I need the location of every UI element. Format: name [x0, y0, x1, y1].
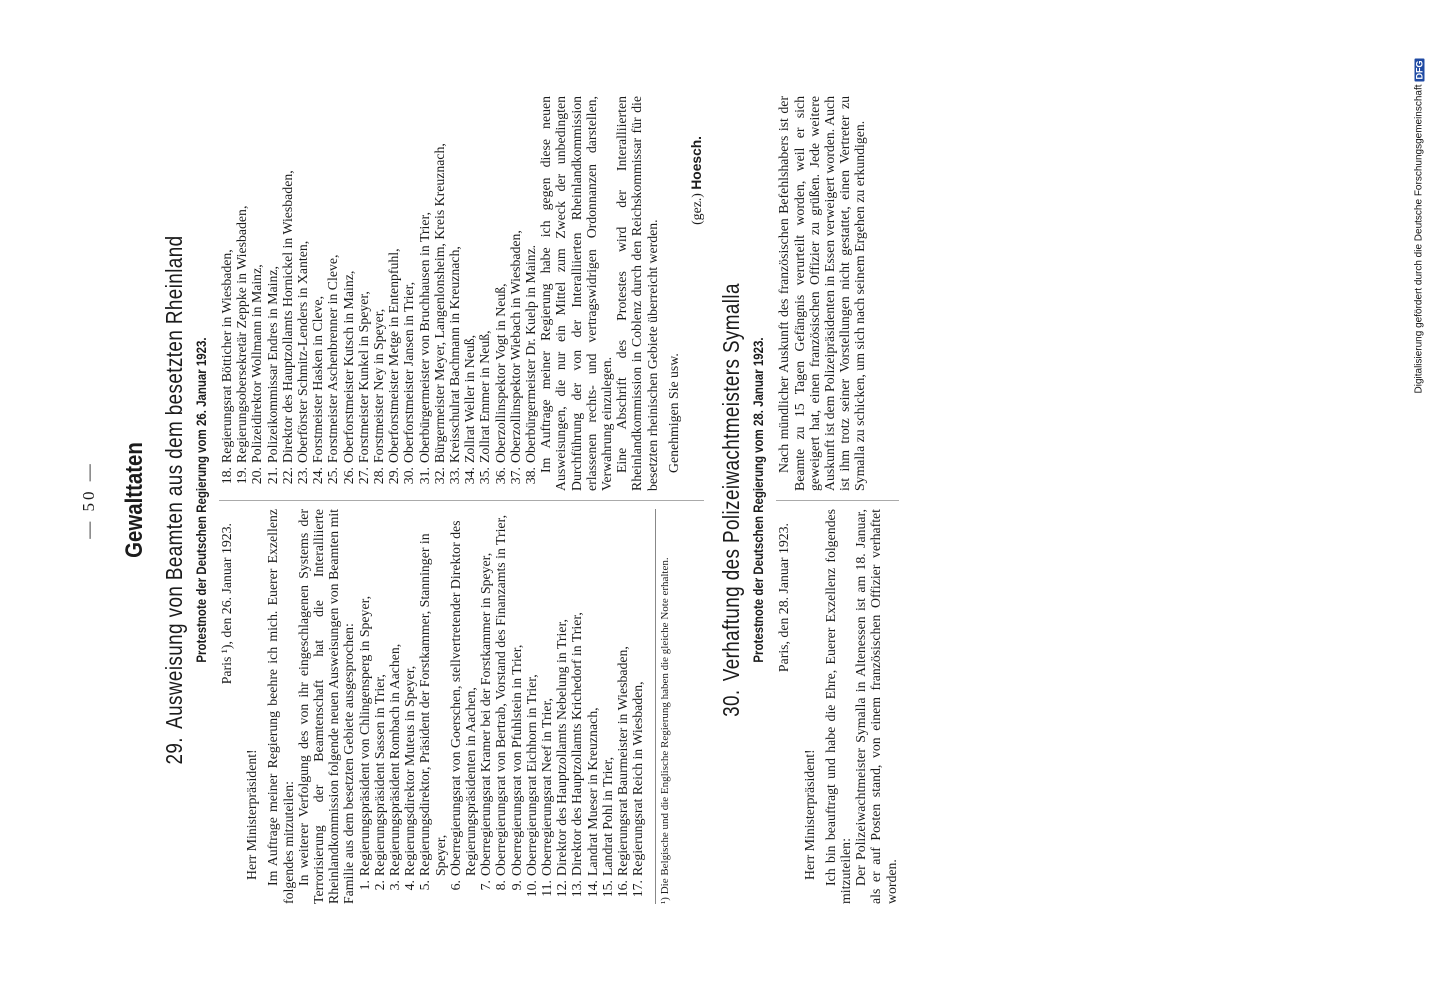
doc30-heading [718, 169, 745, 832]
doc30-section [718, 96, 898, 904]
doc30-columns [776, 96, 898, 904]
list-item: 16. Regierungsrat Baurmeister in Wiesbaden, [615, 646, 631, 898]
list-item: 17. Regierungsrat Reich in Wiesbaden, [630, 681, 646, 898]
list-item: 13. Direktor des Hauptzollamts Krichedorf in Trier, [569, 612, 585, 898]
digitization-text: Digitalisierung gefördert durch die Deutsche Forschungsgemeinschaft [1413, 84, 1425, 394]
list-item: 8. Oberregierungsrat von Bertrab, Vorstand des Finanzamts in Trier, [493, 514, 509, 891]
list-item: 3. Regierungspräsident Rombach in Aachen, [387, 643, 403, 891]
signature-name: Hoesch. [689, 136, 705, 190]
scanned-page [57, 70, 1327, 930]
list-item: 14. Landrat Mueser in Kreuznach, [584, 707, 600, 898]
doc29-paragraph-3: Im Auftrage meiner Regierung habe ich gegen diese neuen Ausweisungen, die nur ein Mittel zum Zweck der unbedingten Durchführung der von der Interalliierten Rheinlandkommission erlassenen rechts- und vertragswidrigen Ordonnanzen darstellen, Verwahrung einzulegen. [538, 96, 615, 491]
list-item: 37. Oberzollinspektor Wiebach in Wiesbaden, [507, 230, 523, 485]
doc29-number: 29. [161, 737, 187, 765]
list-item: 26. Oberforstmeister Kutsch in Mainz, [340, 270, 356, 485]
doc30-title: Verhaftung des Polizeiwachtmeisters Symalla [718, 283, 745, 682]
list-item: 7. Oberregierungsrat Kramer bei der Forstkammer in Speyer, [478, 552, 494, 891]
doc30-paragraph-1: Ich bin beauftragt und habe die Ehre, Euerer Exzellenz folgendes mitzuteilen: [822, 509, 853, 904]
doc30-number: 30. [718, 689, 745, 717]
doc30-right-column [776, 96, 898, 491]
doc30-salutation: Herr Ministerpräsident! [801, 749, 817, 880]
list-item: 34. Zollrat Weller in Neuß, [462, 334, 478, 485]
doc29-salutation: Herr Ministerpräsident! [244, 749, 260, 880]
doc30-paragraph-3: Nach mündlicher Auskunft des französischen Befehlshabers ist der Beamte zu 15 Tagen Gefängnis verurteilt worden, weil er sich geweigert hat, einen französischen Offizier zu grüßen. Jede weitere Auskunft ist dem Polizeipräsidenten in Essen verweigert worden. Auch ist ihm trotz seiner Vorstellungen nicht gestattet, einen Vertreter zu Symalla zu schicken, um sich nach seinem Ergehen zu erkundigen. [776, 96, 868, 491]
section-title: Gewalttaten [121, 442, 148, 558]
list-item: 18. Regierungsrat Bötticher in Wiesbaden, [219, 249, 234, 485]
doc29-footnote: ¹) Die Belgische und die Englische Regierung haben die gleiche Note erhalten. [655, 509, 671, 904]
list-item: 6. Oberregierungsrat von Goerschen, stellvertretender Direktor des Regierungspräsidenten in Aachen, [447, 520, 479, 891]
list-item: 33. Kreisschulrat Bachmann in Kreuznach, [447, 246, 463, 485]
list-item: 2. Regierungspräsident Sassen in Trier, [371, 674, 387, 891]
list-item: 20. Polizeidirektor Wollmann in Mainz, [249, 264, 265, 485]
signature-prefix: (gez.) [689, 193, 705, 225]
list-item: 21. Polizeikommissar Endres in Mainz, [264, 266, 280, 485]
doc29-right-column [219, 96, 704, 491]
doc29-list-right [219, 96, 538, 491]
doc29-left-column [219, 509, 704, 904]
list-item: 22. Direktor des Hauptzollamts Hornickel in Wiesbaden, [279, 170, 295, 485]
doc30-paragraph-2: Der Polizeiwachtmeister Symalla in Altenessen ist am 18. Januar, als er auf Posten stand, von einem französischen Offizier verhaftet worden. [853, 509, 899, 904]
doc29-date: Paris ¹), den 26. Januar 1923. [219, 523, 234, 685]
list-item: 35. Zollrat Emmer in Neuß, [477, 330, 493, 485]
list-item: 38. Oberbürgermeister Dr. Kuelp in Mainz. [523, 244, 539, 485]
list-item: 28. Forstmeister Ney in Speyer, [371, 308, 387, 485]
doc30-date: Paris, den 28. Januar 1923. [776, 523, 792, 673]
doc29-heading [161, 169, 188, 832]
list-item: 5. Regierungsdirektor, Präsident der Forstkammer, Stanninger in Speyer, [417, 533, 448, 891]
list-item: 11. Oberregierungsrat Neef in Trier, [539, 698, 555, 897]
list-item: 27. Forstmeister Kunkel in Speyer, [355, 291, 371, 485]
list-item: 9. Oberregierungsrat von Pfuhlstein in Trier, [508, 644, 524, 891]
dfg-logo: DFG [1414, 60, 1424, 80]
list-item: 1. Regierungspräsident von Chlingensperg in Speyer, [356, 595, 372, 891]
doc29-columns [219, 96, 704, 904]
list-item: 15. Landrat Pohl in Trier, [599, 756, 615, 898]
doc30-left-column [776, 509, 898, 904]
doc29-title: Ausweisung von Beamten aus dem besetzten Rheinland [161, 235, 187, 729]
doc29-paragraph-2: In weiterer Verfolgung des von ihr eingeschlagenen Systems der Terrorisierung der Beamtenschaft hat die Interalliierte Rheinlandkommission folgende neuen Ausweisungen von Beamten mit Familie aus dem besetzten Gebiete ausgesprochen: [295, 509, 357, 904]
doc29-paragraph-1: Im Auftrage meiner Regierung beehre ich mich. Euerer Exzellenz folgendes mitzuteilen: [265, 509, 296, 904]
page-number: — 50 — [79, 461, 98, 539]
doc29-paragraph-4: Eine Abschrift des Protestes wird der Interalliierten Rheinlandkommission in Coblenz durch den Reichskommissar für die besetzten rheinischen Gebiete überreicht werden. [614, 96, 660, 491]
list-item: 25. Forstmeister Aschenbrenner in Cleve, [325, 254, 341, 485]
list-item: 29. Oberforstmeister Metge in Entenpfuhl, [386, 248, 402, 485]
doc29-closing: Genehmigen Sie usw. [665, 353, 681, 473]
list-item: 12. Direktor des Hauptzollamts Nebelung in Trier, [554, 619, 570, 898]
list-item: 10. Oberregierungsrat Eichhorn in Trier, [523, 674, 539, 898]
doc29-subtitle: Protestnote der Deutschen Regierung vom 26. Januar 1923. [194, 337, 209, 663]
doc30-subtitle: Protestnote der Deutschen Regierung vom 28. Januar 1923. [751, 337, 767, 663]
digitization-note [1406, 4, 1432, 396]
list-item: 23. Oberförster Schmitz-Lenders in Xanten, [295, 240, 311, 485]
list-item: 36. Oberzollinspektor Vogt in Neuß, [492, 283, 508, 485]
list-item: 4. Regierungsdirektor Muteus in Speyer, [402, 665, 418, 891]
list-item: 32. Bürgermeister Meyer, Langenlonsheim, Kreis Kreuznach, [431, 143, 447, 485]
list-item: 31. Oberbürgermeister von Bruchhausen in Trier, [416, 212, 432, 485]
list-item: 19. Regierungsobersekretär Zeppke in Wiesbaden, [234, 205, 250, 485]
doc29-list-left [357, 509, 646, 904]
doc29-signature [689, 136, 704, 491]
list-item: 30. Oberforstmeister Jansen in Trier, [401, 281, 417, 485]
list-item: 24. Forstmeister Hasken in Cleve, [310, 295, 326, 485]
